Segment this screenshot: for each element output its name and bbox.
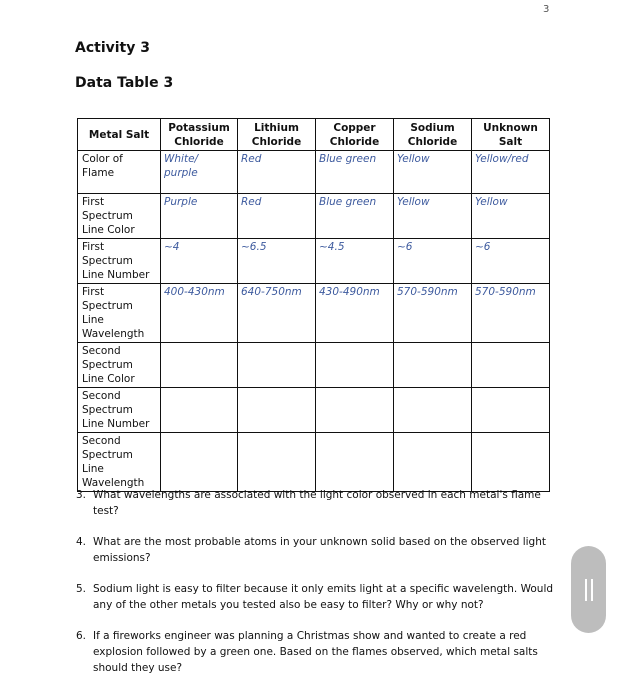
cell-sodium[interactable] bbox=[394, 343, 472, 388]
question-text: What wavelengths are associated with the light color observed in each metal's flame test? bbox=[93, 489, 541, 517]
cell-sodium[interactable]: 570-590nm bbox=[394, 284, 472, 343]
cell-lithium[interactable]: 640-750nm bbox=[238, 284, 316, 343]
row-label: Second Spectrum Line Number bbox=[78, 388, 161, 433]
row-label: First Spectrum Line Color bbox=[78, 194, 161, 239]
header-copper-chloride: Copper Chloride bbox=[316, 119, 394, 151]
table-title: Data Table 3 bbox=[75, 75, 174, 91]
row-second-line-wavelength bbox=[78, 433, 550, 492]
cell-lithium[interactable] bbox=[238, 433, 316, 492]
activity-title: Activity 3 bbox=[75, 40, 150, 56]
question-number: 5. bbox=[76, 583, 87, 595]
cell-lithium[interactable]: Red bbox=[238, 151, 316, 194]
question-number: 3. bbox=[76, 489, 87, 501]
row-flame-color bbox=[78, 151, 550, 194]
handle-bar bbox=[585, 579, 587, 601]
cell-lithium[interactable]: Red bbox=[238, 194, 316, 239]
cell-copper[interactable]: ~4.5 bbox=[316, 239, 394, 284]
cell-copper[interactable] bbox=[316, 388, 394, 433]
cell-potassium[interactable] bbox=[161, 433, 238, 492]
row-label: Second Spectrum Line Color bbox=[78, 343, 161, 388]
row-label: First Spectrum Line Number bbox=[78, 239, 161, 284]
question-number: 4. bbox=[76, 536, 87, 548]
cell-copper[interactable]: 430-490nm bbox=[316, 284, 394, 343]
header-sodium-chloride: Sodium Chloride bbox=[394, 119, 472, 151]
page-number: 3 bbox=[543, 4, 550, 15]
row-label: Color of Flame bbox=[78, 151, 161, 194]
cell-potassium[interactable] bbox=[161, 388, 238, 433]
question-item bbox=[76, 628, 556, 676]
cell-potassium[interactable]: Purple bbox=[161, 194, 238, 239]
cell-sodium[interactable]: ~6 bbox=[394, 239, 472, 284]
cell-sodium[interactable]: Yellow bbox=[394, 151, 472, 194]
row-first-line-number bbox=[78, 239, 550, 284]
cell-unknown[interactable]: ~6 bbox=[472, 239, 550, 284]
cell-potassium[interactable] bbox=[161, 343, 238, 388]
cell-potassium[interactable]: White/ purple bbox=[161, 151, 238, 194]
cell-unknown[interactable]: Yellow bbox=[472, 194, 550, 239]
cell-copper[interactable]: Blue green bbox=[316, 194, 394, 239]
cell-copper[interactable]: Blue green bbox=[316, 151, 394, 194]
cell-sodium[interactable]: Yellow bbox=[394, 194, 472, 239]
cell-unknown[interactable]: Yellow/red bbox=[472, 151, 550, 194]
row-first-line-color bbox=[78, 194, 550, 239]
row-second-line-color bbox=[78, 343, 550, 388]
pause-handle-icon[interactable] bbox=[571, 546, 606, 633]
cell-unknown[interactable] bbox=[472, 343, 550, 388]
cell-sodium[interactable] bbox=[394, 388, 472, 433]
cell-copper[interactable] bbox=[316, 433, 394, 492]
header-metal-salt: Metal Salt bbox=[78, 119, 161, 151]
question-list bbox=[76, 487, 556, 691]
header-row bbox=[78, 119, 550, 151]
header-lithium-chloride: Lithium Chloride bbox=[238, 119, 316, 151]
cell-unknown[interactable]: 570-590nm bbox=[472, 284, 550, 343]
question-text: Sodium light is easy to filter because it only emits light at a specific wavelength. Would any of the other metals you tested also be easy to filter? Why or why not? bbox=[93, 583, 554, 611]
header-unknown-salt: Unknown Salt bbox=[472, 119, 550, 151]
cell-unknown[interactable] bbox=[472, 388, 550, 433]
cell-lithium[interactable] bbox=[238, 343, 316, 388]
question-item bbox=[76, 534, 556, 566]
handle-bar bbox=[591, 579, 593, 601]
row-first-line-wavelength bbox=[78, 284, 550, 343]
question-item bbox=[76, 581, 556, 613]
cell-unknown[interactable] bbox=[472, 433, 550, 492]
cell-lithium[interactable]: ~6.5 bbox=[238, 239, 316, 284]
header-potassium-chloride: Potassium Chloride bbox=[161, 119, 238, 151]
cell-potassium[interactable]: 400-430nm bbox=[161, 284, 238, 343]
question-text: What are the most probable atoms in your unknown solid based on the observed light emissions? bbox=[93, 536, 546, 564]
row-second-line-number bbox=[78, 388, 550, 433]
cell-potassium[interactable]: ~4 bbox=[161, 239, 238, 284]
question-item bbox=[76, 487, 556, 519]
cell-copper[interactable] bbox=[316, 343, 394, 388]
question-number: 6. bbox=[76, 630, 87, 642]
cell-sodium[interactable] bbox=[394, 433, 472, 492]
row-label: Second Spectrum Line Wavelength bbox=[78, 433, 161, 492]
data-table bbox=[77, 118, 550, 492]
cell-lithium[interactable] bbox=[238, 388, 316, 433]
row-label: First Spectrum Line Wavelength bbox=[78, 284, 161, 343]
question-text: If a fireworks engineer was planning a Christmas show and wanted to create a red explosion followed by a green one. Based on the flames observed, which metal salts should they use? bbox=[93, 630, 538, 674]
